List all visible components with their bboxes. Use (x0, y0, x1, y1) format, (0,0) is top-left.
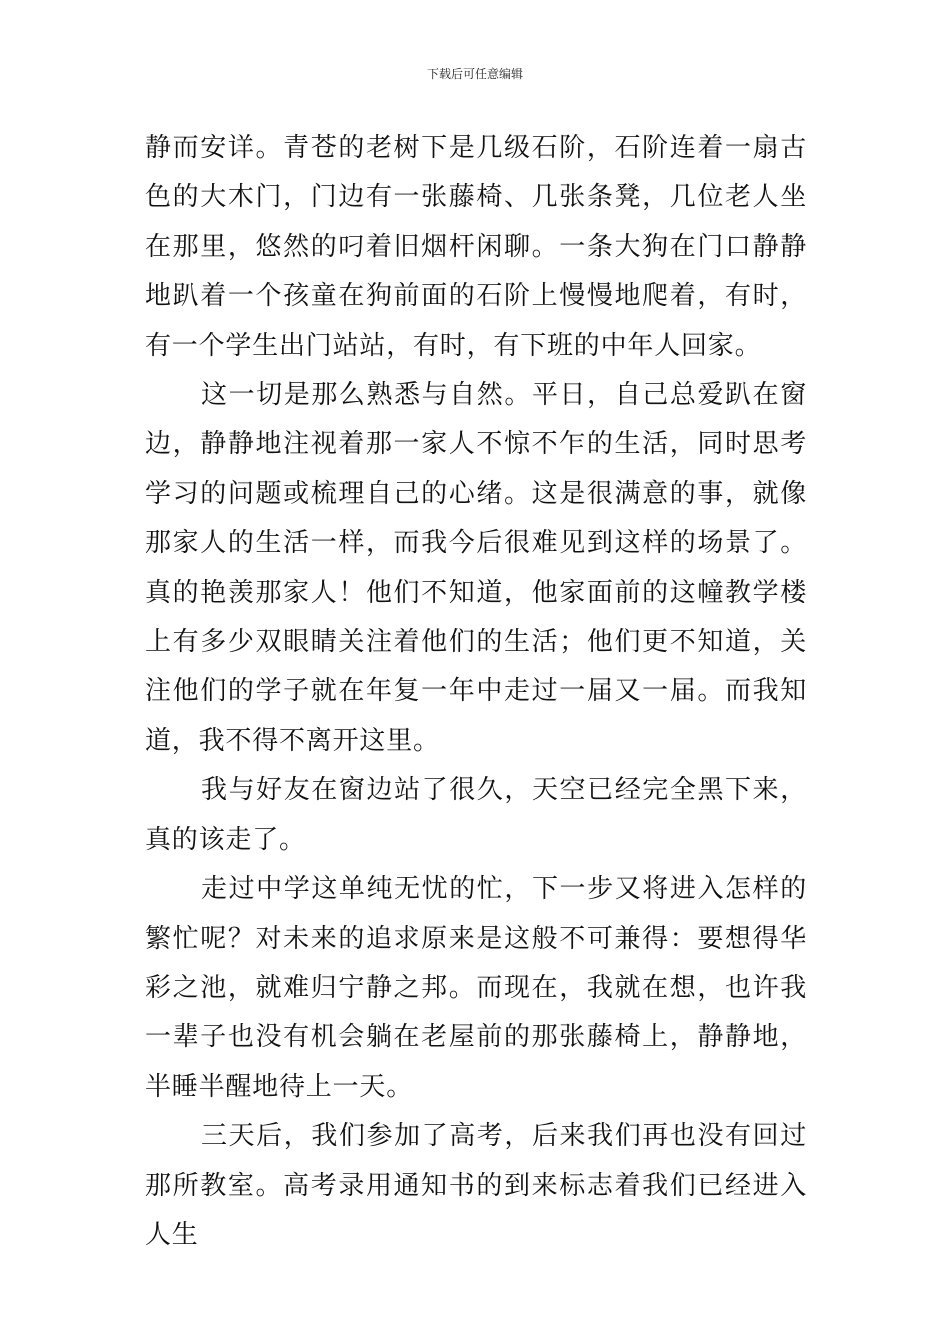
paragraph: 三天后，我们参加了高考，后来我们再也没有回过那所教室。高考录用通知书的到来标志着我们已经进入人生 (145, 1121, 807, 1250)
paragraph: 我与好友在窗边站了很久，天空已经完全黑下来，真的该走了。 (145, 775, 807, 855)
document-body (145, 124, 807, 1260)
page-header: 下载后可任意编辑 (426, 67, 523, 81)
paragraph: 这一切是那么熟悉与自然。平日，自己总爱趴在窗边，静静地注视着那一家人不惊不乍的生活，同时思考学习的问题或梳理自己的心绪。这是很满意的事，就像那家人的生活一样，而我今后很难见到这样的场景了。真的艳羡那家人！他们不知道，他家面前的这幢教学楼上有多少双眼睛关注着他们的生活；他们更不知道，关注他们的学子就在年复一年中走过一届又一届。而我知道，我不得不离开这里。 (145, 380, 807, 756)
paragraph: 走过中学这单纯无忧的忙，下一步又将进入怎样的繁忙呢？对未来的追求原来是这般不可兼得：要想得华彩之池，就难归宁静之邦。而现在，我就在想，也许我一辈子也没有机会躺在老屋前的那张藤椅上，静静地，半睡半醒地待上一天。 (145, 874, 807, 1102)
paragraph-continued: 静而安详。青苍的老树下是几级石阶，石阶连着一扇古色的大木门，门边有一张藤椅、几张条凳，几位老人坐在那里，悠然的叼着旧烟杆闲聊。一条大狗在门口静静地趴着一个孩童在狗前面的石阶上慢慢地爬着，有时，有一个学生出门站站，有时，有下班的中年人回家。 (145, 133, 807, 361)
